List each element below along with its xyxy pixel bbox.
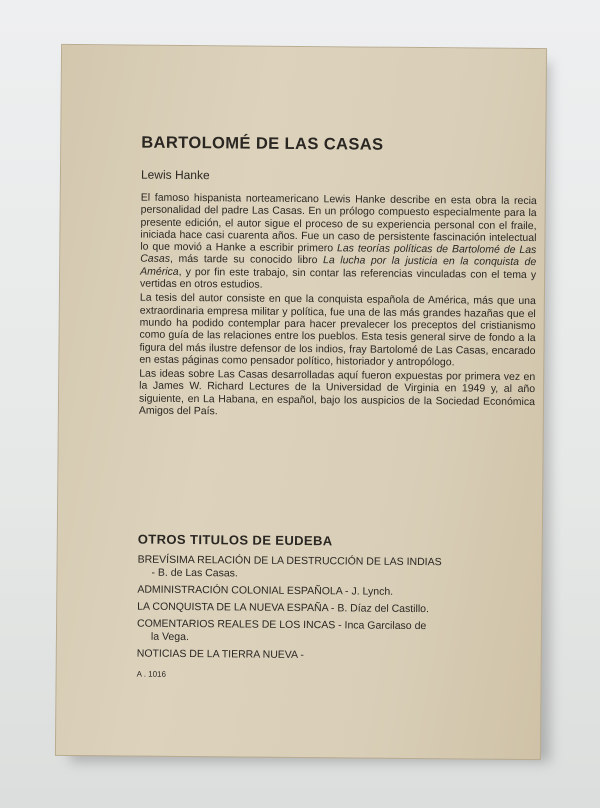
book-back-cover [55,44,547,760]
title-reference-lucha: La lucha por la justicia en la conquista de América [140,254,537,278]
list-item: ADMINISTRACIÓN COLONIAL ESPAÑOLA - J. Lynch. [137,583,394,598]
catalog-number: A . 1016 [136,669,167,679]
synopsis [139,192,537,423]
other-titles-heading: OTROS TITULOS DE EUDEBA [137,531,333,549]
list-item: BREVÍSIMA RELACIÓN DE LA DESTRUCCIÓN DE LAS INDIAS - B. de Las Casas. [137,553,442,580]
other-titles-list [137,554,538,668]
title-reference-teorias: Las teorías políticas de Bartolomé de Las Casas [140,242,537,266]
book-author: Lewis Hanke [140,167,210,183]
list-item: COMENTARIOS REALES DE LOS INCAS - Inca Garcilaso de la Vega. [137,617,427,644]
synopsis-paragraph-1: El famoso hispanista norteamericano Lewis Hanke describe en esta obra la recia personalidad del padre Las Casas. En un prólogo compuesto especialmente para la presente edición, el autor sigue el proceso de su experiencia personal con el fraile, iniciada hace casi cuarenta años. Fue un caso de persistente fascinación intelectual lo que movió a Hanke a escribir primero Las teorías políticas de Bartolomé de Las Casas, más tarde su conocido libro La lucha por la justicia en la conquista de América, y por fin este trabajo, sin contar las referencias vinculadas con el tema y vertidas en otros estudios. [139,191,537,291]
book-title: BARTOLOMÉ DE LAS CASAS [141,133,384,154]
synopsis-paragraph-3: Las ideas sobre Las Casas desarrolladas aquí fueron expuestas por primera vez en la James W. Richard Lectures de la Universidad de Virginia en 1949 y, al año siguiente, en La Habana, en español, bajo los auspicios de la Sociedad Económica Amigos del País. [138,367,536,418]
list-item: LA CONQUISTA DE LA NUEVA ESPAÑA - B. Díaz del Castillo. [137,600,430,616]
list-item: NOTICIAS DE LA TIERRA NUEVA - [136,647,304,662]
synopsis-paragraph-2: La tesis del autor consiste en que la conquista española de América, más que una extraordinaria empresa militar y política, fue una de las más grandes hazañas que el mundo ha podido contemplar para hacer prevalecer los preceptos del cristianismo como guía de las relaciones entre los pueblos. Esta tesis general sirve de fondo a la figura del más ilustre defensor de los indios, fray Bartolomé de Las Casas, encarado en estas páginas como pensador político, historiador y antropólogo. [139,291,536,369]
